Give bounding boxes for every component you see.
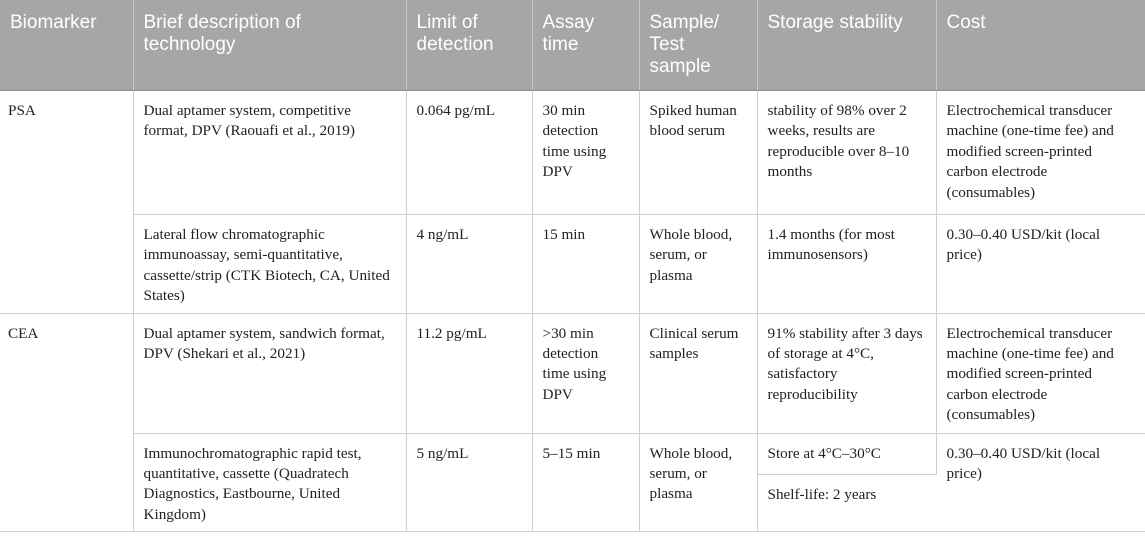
assay-time-cell: 15 min	[532, 215, 639, 314]
lod-cell: 5 ng/mL	[406, 433, 532, 532]
description-cell: Dual aptamer system, competitive format, DPV (Raouafi et al., 2019)	[133, 91, 406, 215]
header-description: Brief description of technology	[133, 0, 406, 91]
table-row	[0, 215, 1145, 314]
sample-cell: Clinical serum samples	[639, 313, 757, 433]
description-cell: Dual aptamer system, sandwich format, DPV (Shekari et al., 2021)	[133, 313, 406, 433]
storage-cell-temperature: Store at 4°C–30°C	[757, 433, 936, 475]
cost-cell: 0.30–0.40 USD/kit (local price)	[936, 215, 1145, 314]
assay-time-cell: 30 min detection time using DPV	[532, 91, 639, 215]
lod-cell: 0.064 pg/mL	[406, 91, 532, 215]
header-assay-time: Assay time	[532, 0, 639, 91]
sample-cell: Spiked human blood serum	[639, 91, 757, 215]
assay-time-cell: >30 min detection time using DPV	[532, 313, 639, 433]
lod-cell: 4 ng/mL	[406, 215, 532, 314]
storage-cell: 91% stability after 3 days of storage at 4°C, satisfactory reproducibility	[757, 313, 936, 433]
sample-cell: Whole blood, serum, or plasma	[639, 215, 757, 314]
description-cell: Immunochromatographic rapid test, quantitative, cassette (Quadratech Diagnostics, Eastbourne, United Kingdom)	[133, 433, 406, 532]
sample-cell: Whole blood, serum, or plasma	[639, 433, 757, 532]
lod-cell: 11.2 pg/mL	[406, 313, 532, 433]
biomarker-cell-psa: PSA	[0, 91, 133, 314]
table-body	[0, 91, 1145, 532]
header-sample: Sample/ Test sample	[639, 0, 757, 91]
description-cell: Lateral flow chromatographic immunoassay, semi-quantitative, cassette/strip (CTK Biotech, CA, United States)	[133, 215, 406, 314]
header-storage-stability: Storage stability	[757, 0, 936, 91]
storage-cell-shelf-life: Shelf-life: 2 years	[757, 475, 936, 532]
table-header	[0, 0, 1145, 91]
storage-cell: 1.4 months (for most immunosensors)	[757, 215, 936, 314]
cost-cell: Electrochemical transducer machine (one-time fee) and modified screen-printed carbon electrode (consumables)	[936, 313, 1145, 433]
header-limit-of-detection: Limit of detection	[406, 0, 532, 91]
assay-time-cell: 5–15 min	[532, 433, 639, 532]
cost-cell: Electrochemical transducer machine (one-time fee) and modified screen-printed carbon electrode (consumables)	[936, 91, 1145, 215]
header-cost: Cost	[936, 0, 1145, 91]
biomarker-cell-cea: CEA	[0, 313, 133, 532]
table-row	[0, 91, 1145, 215]
table-row	[0, 433, 1145, 475]
storage-cell: stability of 98% over 2 weeks, results are reproducible over 8–10 months	[757, 91, 936, 215]
header-biomarker: Biomarker	[0, 0, 133, 91]
table-row	[0, 313, 1145, 433]
cost-cell: 0.30–0.40 USD/kit (local price)	[936, 433, 1145, 532]
header-row	[0, 0, 1145, 91]
